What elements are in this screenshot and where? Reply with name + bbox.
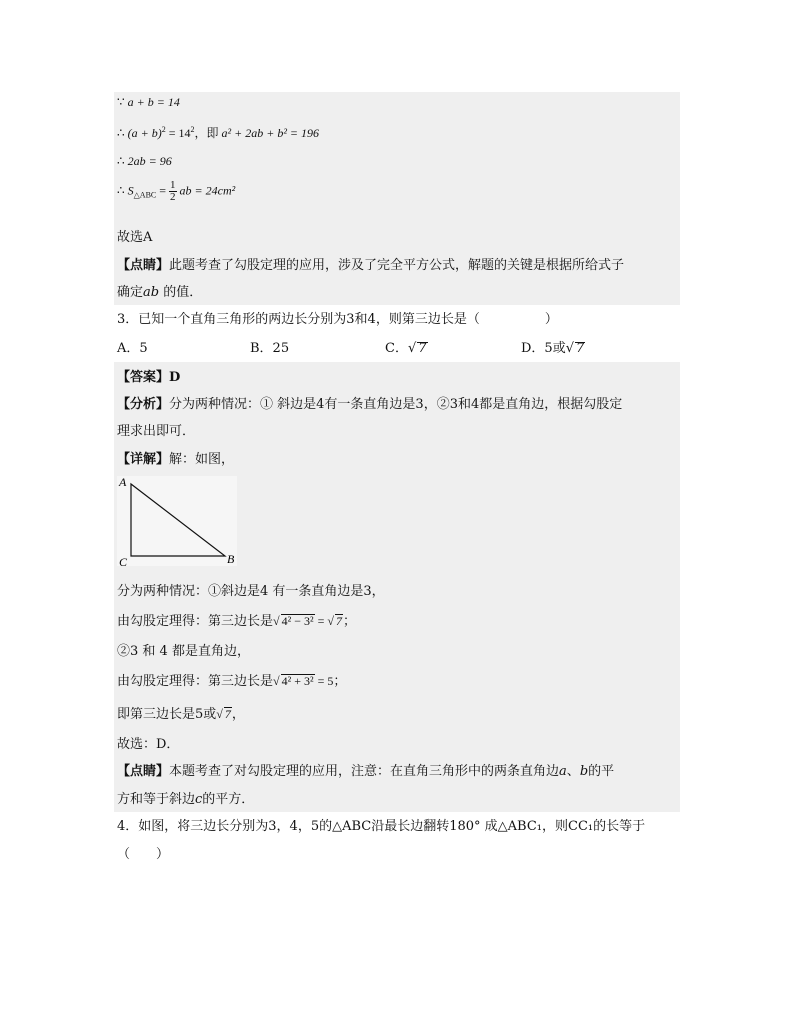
option-d[interactable]: D．5或√ 7 xyxy=(521,341,585,356)
vertex-a-label: A xyxy=(119,476,127,489)
q3-answer: 【答案】D xyxy=(117,370,181,385)
fraction: $\frac{1}{2}$ xyxy=(170,179,176,203)
comment-1b: 确定ab 的值． xyxy=(117,285,203,300)
option-b[interactable]: B．25 xyxy=(250,341,290,356)
q3-conclusion: 即第三边长是5或√ 7， xyxy=(117,707,245,722)
q3-stem: 3．已知一个直角三角形的两边长分别为3和4，则第三边长是（ ） xyxy=(117,312,558,327)
q3-comment-2: 方和等于斜边c的平方． xyxy=(117,792,255,807)
vertex-b-label: B xyxy=(227,552,235,566)
option-a[interactable]: A．5 xyxy=(117,341,148,356)
comment-1: 【点睛】此题考查了勾股定理的应用，涉及了完全平方公式，解题的关键是根据所给式子 xyxy=(117,258,625,273)
q3-choose: 故选：D． xyxy=(117,737,180,752)
q4-paren: （ ） xyxy=(117,847,170,862)
triangle-figure xyxy=(117,476,237,566)
q3-options xyxy=(117,337,679,355)
q3-detail: 【详解】解：如图， xyxy=(117,452,235,467)
q3-case2-line: ②3 和 4 都是直角边， xyxy=(117,644,250,659)
q3-analysis-2: 理求出即可． xyxy=(117,424,196,439)
q3-comment-1: 【点睛】本题考查了对勾股定理的应用，注意：在直角三角形中的两条直角边a、b的平 xyxy=(117,764,615,779)
area-line: ∴ $S_{\triangle ABC}$ = $\frac{1}{2}$ ab = 24cm² xyxy=(117,179,236,203)
given-line: ∵ a + b = 14 xyxy=(117,95,180,109)
two-ab-line: ∴ 2ab = 96 xyxy=(117,154,172,168)
q3-case1: 由勾股定理得：第三边长是√ 4² − 3² = √ 7； xyxy=(117,614,356,629)
q3-case-line: 分为两种情况：①斜边是4 有一条直角边是3， xyxy=(117,584,385,599)
option-c[interactable]: C．√ 7 xyxy=(385,341,427,356)
choose-a: 故选A xyxy=(117,230,153,245)
q3-case2: 由勾股定理得：第三边长是√ 4² + 3² = 5； xyxy=(117,674,347,689)
square-line: ∴ $(a + b)^2 = 14^2$，即 a² + 2ab + b² = 196 xyxy=(117,125,320,140)
q4-stem: 4．如图，将三边长分别为3，4，5的△ABC沿最长边翻转180° 成△ABC₁，则CC₁的长等于 xyxy=(117,819,646,834)
vertex-c-label: C xyxy=(119,555,128,566)
q3-analysis-1: 【分析】分为两种情况：① 斜边是4有一条直角边是3，②3和4都是直角边，根据勾股定 xyxy=(117,397,623,412)
